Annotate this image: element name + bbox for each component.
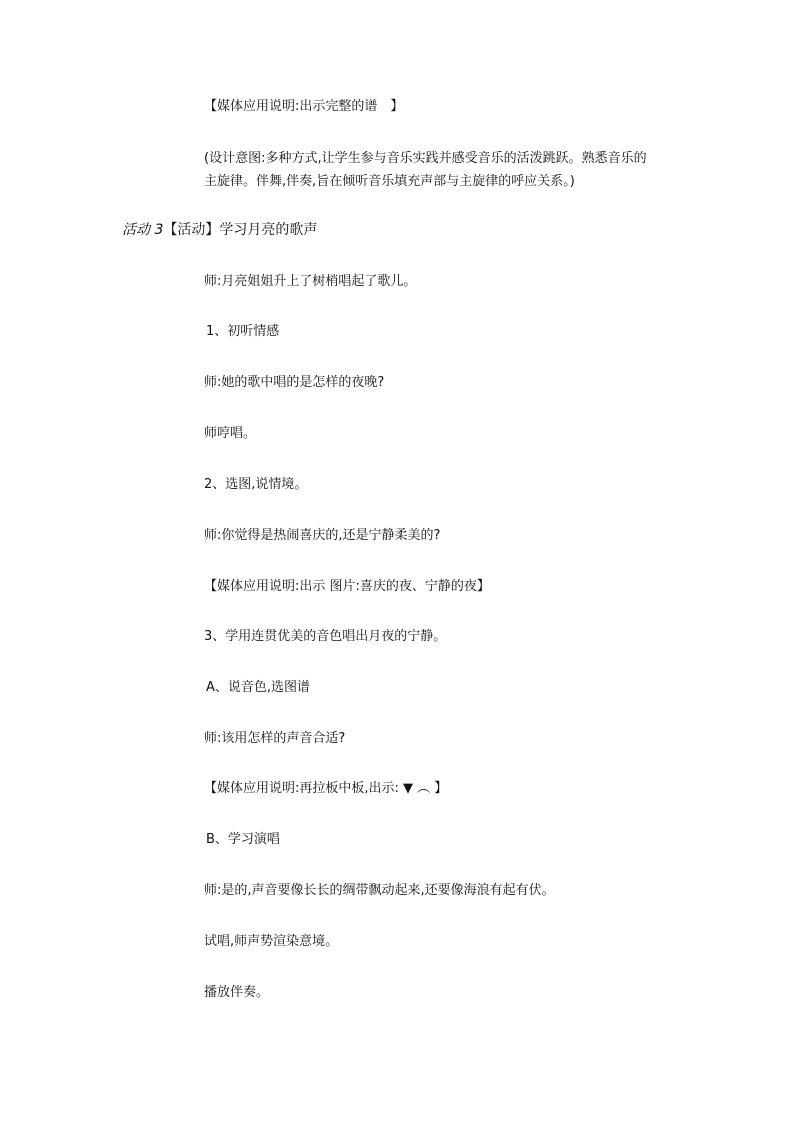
activity-title: 【活动】学习月亮的歌声 [163, 222, 318, 238]
step-1-first-listen: 1、初听情感 [206, 324, 280, 339]
teacher-question-voice: 师:该用怎样的声音合适? [204, 731, 346, 746]
step-b-learn-singing: B、学习演唱 [206, 832, 280, 847]
step-2-choose-picture: 2、选图,说情境。 [204, 477, 308, 492]
step-a-timbre: A、说音色,选图谱 [206, 680, 311, 695]
step-3-sing-smooth: 3、学用连贯优美的音色唱出月夜的宁静。 [204, 629, 447, 644]
design-intent-line-2: 主旋律。伴舞,伴奏,旨在倾听音乐填充声部与主旋律的呼应关系。) [204, 174, 575, 189]
media-note-symbols: 【媒体应用说明:再拉板中板,出示: ▼ ︵ 】 [204, 781, 448, 796]
media-note-pictures: 【媒体应用说明:出示 图片:喜庆的夜、宁静的夜】 [204, 579, 490, 594]
activity-number: 活动 3 [122, 222, 164, 238]
play-accompaniment: 播放伴奏。 [204, 985, 270, 1000]
media-note-full-score: 【媒体应用说明:出示完整的谱 】 [204, 99, 404, 114]
design-intent-line-1: (设计意图:多种方式,让学生参与音乐实践并感受音乐的活泼跳跃。熟悉音乐的 [204, 151, 647, 166]
teacher-hum: 师哼唱。 [204, 426, 257, 441]
teacher-question-mood: 师:你觉得是热闹喜庆的,还是宁静柔美的? [204, 528, 441, 543]
teacher-question-night: 师:她的歌中唱的是怎样的夜晚? [204, 375, 385, 390]
trial-singing: 试唱,师声势渲染意境。 [204, 934, 339, 949]
activity-heading [122, 218, 317, 242]
teacher-line-ribbon: 师:是的,声音要像长长的绸带飘动起来,还要像海浪有起有伏。 [204, 883, 555, 898]
teacher-line-moon: 师:月亮姐姐升上了树梢唱起了歌儿。 [204, 274, 417, 289]
